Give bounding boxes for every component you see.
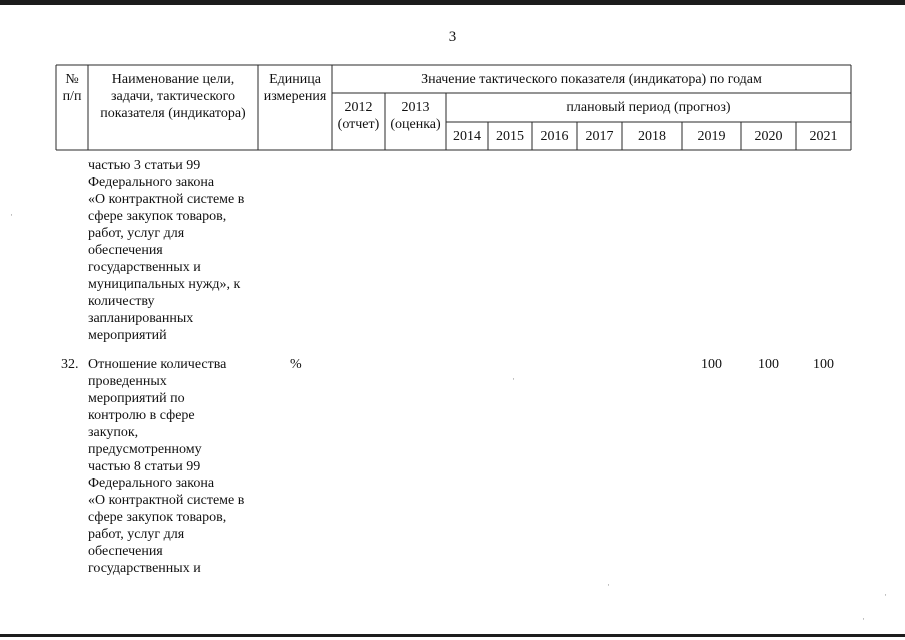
header-year: 2017 [585, 129, 614, 144]
header-name [88, 71, 258, 122]
header-name-line: задачи, тактического [110, 89, 236, 104]
text-line: мероприятий [88, 328, 167, 343]
text-line: Федерального закона [88, 175, 215, 190]
row-32-unit: % [290, 357, 302, 372]
row-32-value-2021: 100 [813, 357, 834, 372]
text-line: контролю в сфере [88, 408, 195, 423]
text-line: муниципальных нужд», к [88, 277, 241, 292]
text-line: «О контрактной системе в [88, 493, 245, 508]
text-line: Федерального закона [88, 476, 215, 491]
text-line: частью 3 статьи 99 [88, 158, 201, 173]
header-name-line: показателя (индикатора) [100, 106, 246, 121]
header-year-2012 [332, 99, 385, 133]
row-number: 32. [61, 357, 79, 372]
header-number [56, 71, 88, 105]
text-line: государственных и [88, 561, 201, 576]
header-year-2013-line: (оценка) [390, 117, 441, 132]
header-year: 2015 [496, 129, 524, 144]
page-number: 3 [448, 29, 457, 45]
text-line: количеству [88, 294, 155, 309]
header-value-title: Значение тактического показателя (индикатора) по годам [421, 72, 762, 87]
header-unit-line: измерения [263, 89, 327, 104]
text-line: работ, услуг для [88, 226, 185, 241]
text-line: Отношение количества [88, 357, 227, 372]
header-year: 2014 [453, 129, 481, 144]
header-number-line: п/п [62, 89, 82, 104]
header-number-line: № [65, 72, 79, 87]
header-year-2013-line: 2013 [401, 100, 430, 115]
bottom-rule [0, 634, 905, 637]
scan-speck: · [884, 590, 887, 600]
header-year: 2016 [540, 129, 569, 144]
scan-speck: · [607, 580, 610, 590]
header-year-2012-line: (отчет) [337, 117, 380, 132]
text-line: запланированных [88, 311, 194, 326]
scan-speck: · [862, 614, 865, 624]
row-32-name [88, 356, 244, 577]
text-line: государственных и [88, 260, 201, 275]
text-line: обеспечения [88, 243, 163, 258]
text-line: обеспечения [88, 544, 163, 559]
text-line: мероприятий по [88, 391, 185, 406]
text-line: предусмотренному [88, 442, 202, 457]
header-year-2012-line: 2012 [344, 100, 373, 115]
header-year: 2020 [754, 129, 783, 144]
text-line: частью 8 статьи 99 [88, 459, 201, 474]
header-name-line: Наименование цели, [111, 72, 235, 87]
continuation-text [88, 157, 244, 344]
row-32-value-2020: 100 [758, 357, 779, 372]
header-year: 2019 [697, 129, 726, 144]
scan-speck: · [512, 374, 515, 384]
text-line: работ, услуг для [88, 527, 185, 542]
header-unit-line: Единица [269, 72, 321, 87]
header-year: 2018 [638, 129, 666, 144]
header-year: 2021 [809, 129, 838, 144]
top-rule [0, 0, 905, 5]
header-plan-period: плановый период (прогноз) [566, 100, 731, 115]
row-32-value-2019: 100 [701, 357, 722, 372]
header-year-2013 [385, 99, 446, 133]
scan-speck: · [10, 210, 13, 220]
header-unit [258, 71, 332, 105]
text-line: проведенных [88, 374, 167, 389]
text-line: «О контрактной системе в [88, 192, 245, 207]
text-line: закупок, [88, 425, 139, 440]
text-line: сфере закупок товаров, [88, 510, 227, 525]
text-line: сфере закупок товаров, [88, 209, 227, 224]
